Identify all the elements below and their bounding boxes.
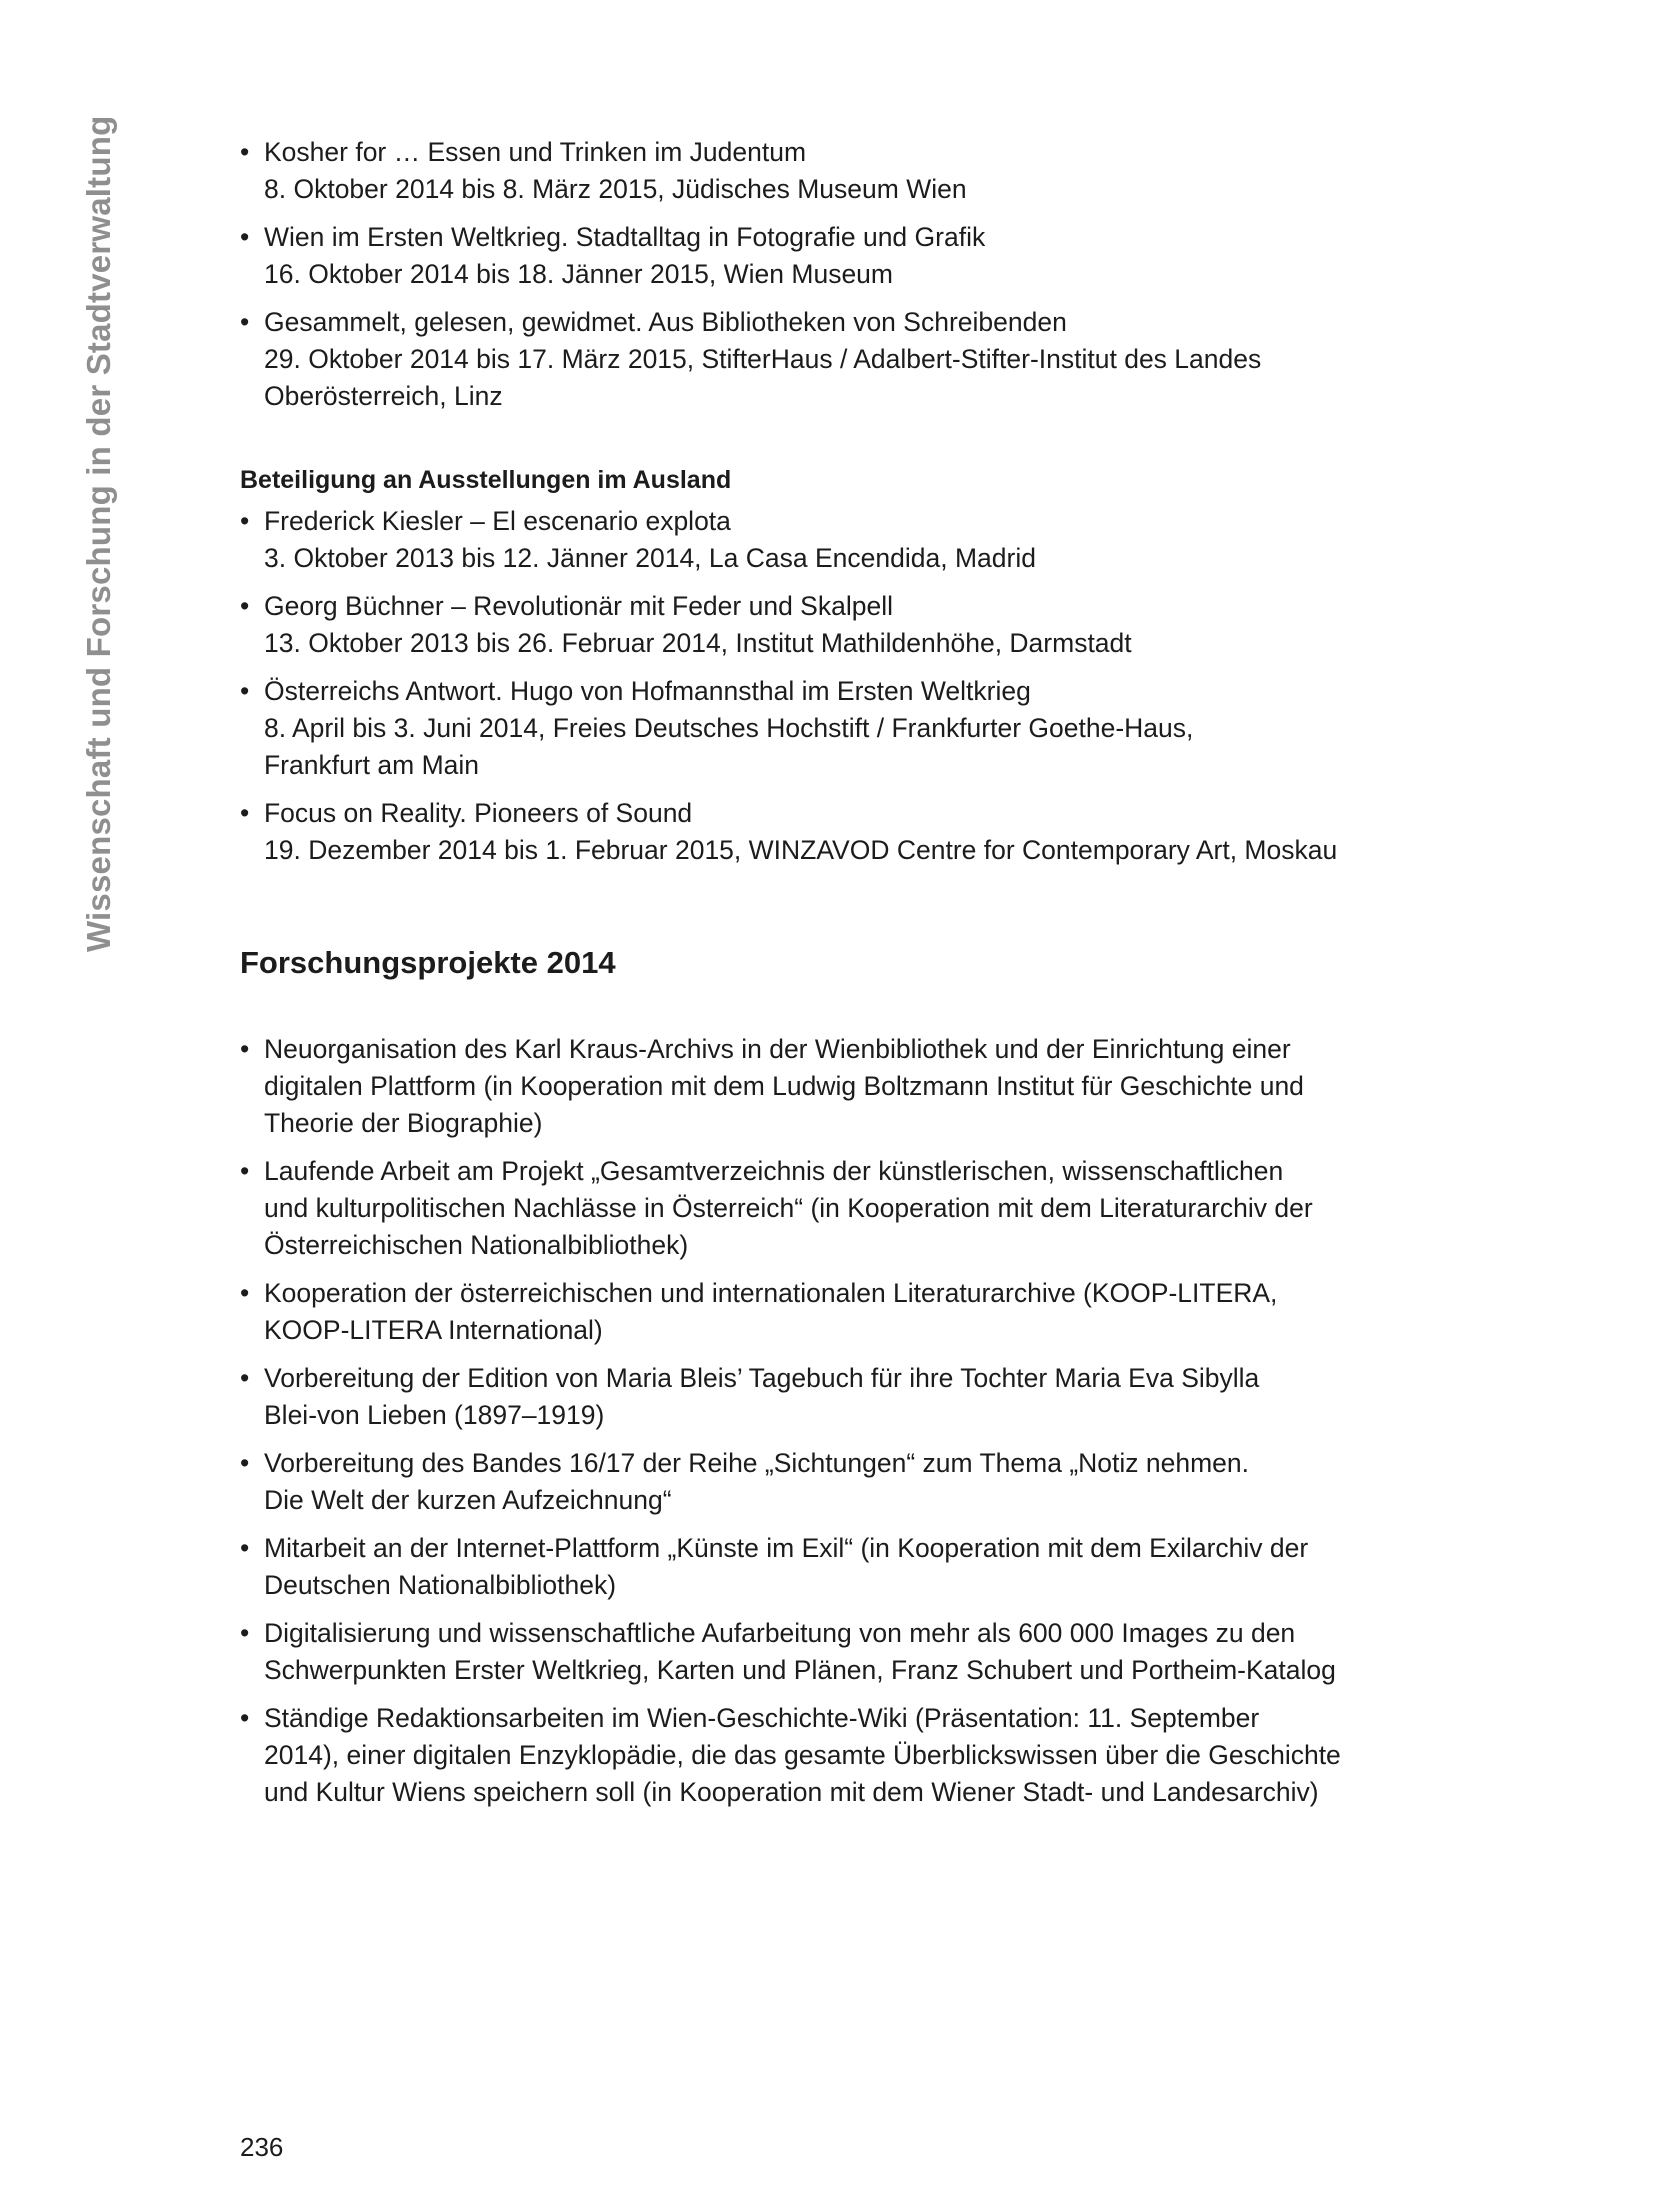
item-line: Die Welt der kurzen Aufzeichnung“ (264, 1485, 672, 1515)
item-line: • Mitarbeit an der Internet-Plattform „Künste im Exil“ (in Kooperation mit dem Exilarchiv der (264, 1533, 1309, 1563)
list-item (240, 673, 1450, 784)
abroad-heading: Beteiligung an Ausstellungen im Ausland (240, 466, 732, 494)
list-item (240, 1445, 1450, 1519)
item-title: • Georg Büchner – Revolutionär mit Feder und Skalpell (264, 591, 893, 621)
item-detail: 8. April bis 3. Juni 2014, Freies Deutsches Hochstift / Frankfurter Goethe-Haus, (264, 713, 1194, 743)
item-line: • Digitalisierung und wissenschaftliche Aufarbeitung von mehr als 600 000 Images zu den (264, 1618, 1296, 1648)
item-line: Blei-von Lieben (1897–1919) (264, 1400, 605, 1430)
item-line: • Laufende Arbeit am Projekt „Gesamtverzeichnis der künstlerischen, wissenschaftlichen (264, 1156, 1284, 1186)
item-title: • Österreichs Antwort. Hugo von Hofmannsthal im Ersten Weltkrieg (264, 676, 1031, 706)
item-line: Schwerpunkten Erster Weltkrieg, Karten und Plänen, Franz Schubert und Portheim-Katalog (264, 1655, 1336, 1685)
item-detail: Frankfurt am Main (264, 750, 480, 780)
research-project-list (240, 1031, 1450, 1811)
list-item (240, 588, 1450, 662)
item-line: 2014), einer digitalen Enzyklopädie, die das gesamte Überblickswissen über die Geschichte (264, 1740, 1341, 1770)
item-detail: Oberösterreich, Linz (264, 381, 503, 411)
item-line: KOOP-LITERA International) (264, 1315, 603, 1345)
list-item (240, 1275, 1450, 1349)
list-item (240, 304, 1450, 415)
list-item (240, 1530, 1450, 1604)
item-detail: 3. Oktober 2013 bis 12. Jänner 2014, La Casa Encendida, Madrid (264, 543, 1036, 573)
item-line: • Ständige Redaktionsarbeiten im Wien-Geschichte-Wiki (Präsentation: 11. September (264, 1703, 1260, 1733)
list-item (240, 1153, 1450, 1264)
item-line: Österreichischen Nationalbibliothek) (264, 1230, 689, 1260)
item-line: • Vorbereitung des Bandes 16/17 der Reihe „Sichtungen“ zum Thema „Notiz nehmen. (264, 1448, 1250, 1478)
item-title: • Wien im Ersten Weltkrieg. Stadtalltag in Fotografie und Grafik (264, 222, 986, 252)
running-section-title: Wissenschaft und Forschung in der Stadtverwaltung (80, 115, 117, 952)
item-title: • Gesammelt, gelesen, gewidmet. Aus Bibliotheken von Schreibenden (264, 307, 1067, 337)
list-item (240, 795, 1450, 869)
page-content (240, 134, 1450, 1822)
item-line: Theorie der Biographie) (264, 1108, 543, 1138)
list-item (240, 134, 1450, 208)
item-line: • Neuorganisation des Karl Kraus-Archivs in der Wienbibliothek und der Einrichtung einer (264, 1034, 1291, 1064)
list-item (240, 1031, 1450, 1142)
item-line: • Kooperation der österreichischen und internationalen Literaturarchive (KOOP-LITERA, (264, 1278, 1278, 1308)
item-title: • Focus on Reality. Pioneers of Sound (264, 798, 693, 828)
research-heading: Forschungsprojekte 2014 (240, 945, 616, 980)
item-line: • Vorbereitung der Edition von Maria Bleis’ Tagebuch für ihre Tochter Maria Eva Sibylla (264, 1363, 1260, 1393)
item-line: und kulturpolitischen Nachlässe in Österreich“ (in Kooperation mit dem Literaturarchiv der (264, 1193, 1313, 1223)
list-item (240, 1615, 1450, 1689)
item-line: digitalen Plattform (in Kooperation mit dem Ludwig Boltzmann Institut für Geschichte und (264, 1071, 1304, 1101)
list-item (240, 1700, 1450, 1811)
item-detail: 29. Oktober 2014 bis 17. März 2015, StifterHaus / Adalbert-Stifter-Institut des Landes (264, 344, 1262, 374)
abroad-exhibition-list (240, 503, 1450, 869)
list-item (240, 503, 1450, 577)
item-detail: 16. Oktober 2014 bis 18. Jänner 2015, Wien Museum (264, 259, 893, 289)
item-title: • Frederick Kiesler – El escenario explota (264, 506, 731, 536)
item-line: und Kultur Wiens speichern soll (in Kooperation mit dem Wiener Stadt- und Landesarchiv) (264, 1777, 1319, 1807)
exhibition-list (240, 134, 1450, 415)
list-item (240, 219, 1450, 293)
item-line: Deutschen Nationalbibliothek) (264, 1570, 617, 1600)
item-detail: 13. Oktober 2013 bis 26. Februar 2014, Institut Mathildenhöhe, Darmstadt (264, 628, 1132, 658)
item-detail: 8. Oktober 2014 bis 8. März 2015, Jüdisches Museum Wien (264, 174, 967, 204)
item-title: • Kosher for … Essen und Trinken im Judentum (264, 137, 807, 167)
item-detail: 19. Dezember 2014 bis 1. Februar 2015, WINZAVOD Centre for Contemporary Art, Moskau (264, 835, 1338, 865)
page-number: 236 (240, 2132, 284, 2162)
list-item (240, 1360, 1450, 1434)
